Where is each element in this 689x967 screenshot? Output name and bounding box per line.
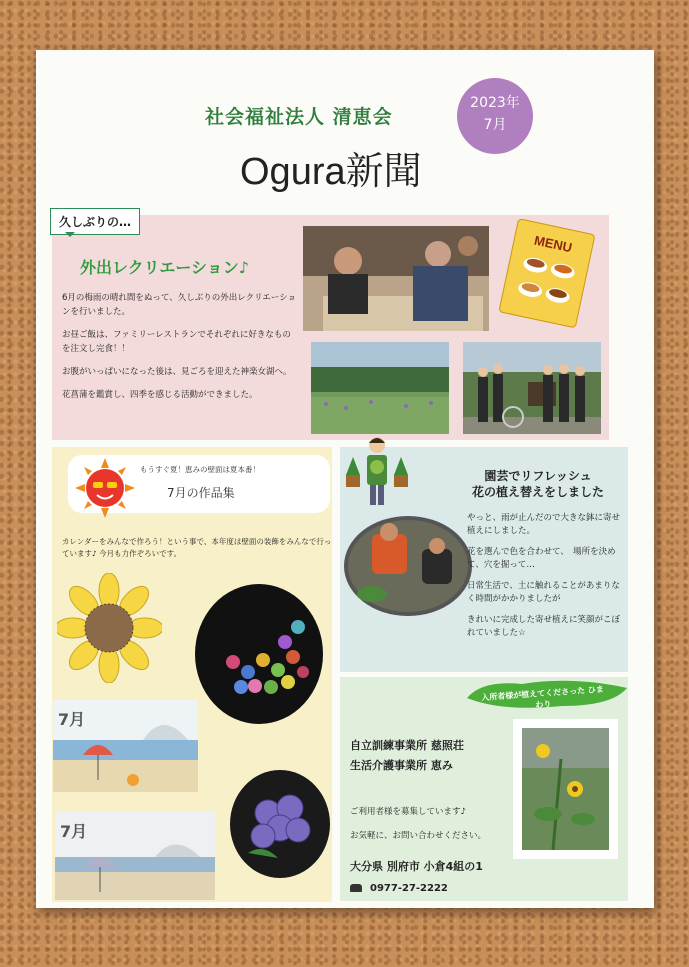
iris-garden-photo	[311, 342, 449, 434]
gardening-paragraph: やっと、雨が止んだので大きな鉢に寄せ植えにしました。	[467, 513, 621, 536]
gardening-heading-line2: 花の植え替えをしました	[472, 485, 605, 499]
gardening-photo	[342, 514, 474, 619]
office-name: 自立訓練事業所 慈照荘	[350, 739, 464, 752]
recruit-text: ご利用者様を募集しています♪	[350, 807, 466, 817]
group-photo	[463, 342, 601, 434]
hydrangea-craft-image	[228, 768, 333, 880]
mosaic-craft-image	[193, 582, 325, 727]
newsletter-title: Ogura新聞	[240, 151, 422, 193]
beach-drawing-2	[55, 812, 215, 900]
gardening-body	[467, 512, 627, 648]
outing-heading: 外出レクリエーション♪	[80, 258, 249, 277]
sunflower-photo	[513, 719, 618, 859]
outing-paragraph: お腹がいっぱいになった後は、見ごろを迎えた神楽女湖へ。	[62, 367, 292, 377]
outing-tag: 久しぶりの…	[50, 208, 140, 235]
sunflower-craft-image	[57, 573, 162, 683]
gardening-heading-line1: 園芸でリフレッシュ	[484, 469, 592, 483]
gardening-paragraph: 花を選んで色を合わせて、 場所を決めて、穴を掘って…	[467, 547, 616, 570]
office-names	[350, 736, 464, 776]
gardening-heading	[472, 468, 604, 500]
phone-line	[350, 883, 448, 894]
phone-number: 0977-27-2222	[370, 883, 448, 894]
works-bubble-caption: もうすぐ夏！恵みの壁面は夏本番！	[140, 465, 260, 474]
recruitment-notice	[350, 800, 486, 848]
gardening-paragraph: 日常生活で、土に触れることがあまりなく時間がかかりましたが	[467, 581, 620, 604]
office-name: 生活介護事業所 恵み	[350, 759, 453, 772]
menu-illustration	[498, 218, 598, 328]
outing-paragraph: 6月の梅雨の晴れ間をぬって、久しぶりの外出レクリエーションを行いました。	[62, 293, 297, 317]
date-year: 2023年	[470, 95, 520, 111]
outing-paragraph: 花菖蒲を鑑賞し、四季を感じる活動ができました。	[62, 390, 258, 400]
date-month: 7月	[483, 117, 507, 133]
sunflower-caption: 入所者様が植えてくださった ひまわり	[481, 684, 605, 710]
gardener-illustration	[346, 435, 408, 515]
address: 大分県 別府市 小倉4組の1	[350, 860, 483, 873]
contact-text: お気軽に、お問い合わせください。	[350, 831, 487, 841]
works-bubble-title: 7月の作品集	[167, 486, 235, 500]
gardening-paragraph: きれいに完成した寄せ植えに笑顔がこぼれていました☆	[467, 615, 621, 638]
outing-body	[62, 291, 297, 411]
drawing-month-label: 7月	[58, 710, 86, 729]
outing-paragraph: お昼ご飯は、ファミリーレストランでそれぞれに好きなものを注文し完食！！	[62, 330, 291, 354]
date-badge	[457, 78, 533, 154]
menu-label: MENU	[532, 232, 574, 256]
beach-drawing-1	[53, 700, 198, 792]
phone-icon	[350, 884, 362, 892]
sun-mascot-icon	[75, 458, 135, 518]
works-description: カレンダーをみんなで作ろう！という事で、本年度は壁面の装飾をみんなで行っています♪ 今月も力作ぞろいです。	[62, 537, 332, 558]
organization-name: 社会福祉法人 清恵会	[205, 106, 393, 128]
drawing-month-label: 7月	[60, 822, 88, 841]
restaurant-photo	[303, 226, 489, 331]
